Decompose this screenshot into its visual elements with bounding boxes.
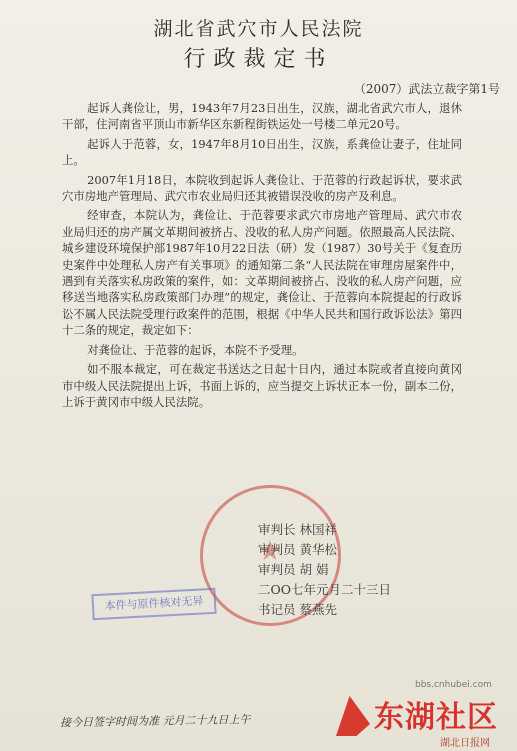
signature-block <box>258 520 458 620</box>
document-title: 行政裁定书 <box>183 47 334 72</box>
site-watermark <box>330 680 517 751</box>
appeal-paragraph: 如不服本裁定，可在裁定书送达之日起十日内，通过本院或者直接向黄冈市中级人民法院提出上诉，书面上诉的，应当提交上诉状正本一份，副本二份，上诉于黄冈市中级人民法院。 <box>62 362 462 409</box>
verification-stamp: 本件与原件核对无异 <box>91 588 216 620</box>
watermark-brand: 东湖社区 <box>374 700 498 735</box>
watermark-logo-icon <box>336 696 370 736</box>
clerk: 书记员 蔡燕先 <box>258 602 337 617</box>
presiding-judge: 审判长 林国祥 <box>258 522 337 537</box>
handwritten-note: 接今日签字时间为准 元月二十九日上午 <box>59 712 251 730</box>
plaintiff-2-paragraph: 起诉人于范蓉，女，1947年8月10日出生，汉族，系龚俭让妻子，住址同上。 <box>62 136 462 168</box>
plaintiff-1-paragraph: 起诉人龚俭让，男，1943年7月23日出生，汉族，湖北省武穴市人，退休干部，住河南省平顶山市新华区东新程街铁运处一号楼二单元20号。 <box>62 101 462 132</box>
watermark-url: bbs.cnhubei.com <box>415 680 492 690</box>
reasoning-paragraph: 经审查，本院认为，龚俭让、于范蓉要求武穴市房地产管理局、武穴市农业局归还的房产属文革期间被挤占、没收的私人房产问题。依照最高人民法院、城乡建设环境保护部1987年10月22日法（研）发（1987）30号关于《复查历史案件中处理私人房产有关事项》的通知第二条“人民法院在审理房屋案件中，遇到有关落实私房政策的案件，如：文革期间被挤占、没收的私人房产问题，应移送当地落实私房政策部门办理”的规定，龚俭让、于范蓉向本院提起的行政诉讼不属人民法院受理行政案件的范围，根据《中华人民共和国行政诉讼法》第四十二条的规定，裁定如下： <box>62 208 462 338</box>
acting-judge: 审判员 胡 娟 <box>258 562 329 577</box>
document-body <box>62 100 462 413</box>
ruling-date: 二OO七年元月二十三日 <box>258 582 391 597</box>
filing-paragraph: 2007年1月18日，本院收到起诉人龚俭让、于范蓉的行政起诉状，要求武穴市房地产管理局、武穴市农业局归还其被错误没收的房产及利息。 <box>62 172 462 204</box>
court-name: 湖北省武穴市人民法院 <box>153 18 364 40</box>
ruling-paragraph: 对龚俭让、于范蓉的起诉，本院不予受理。 <box>87 342 304 357</box>
watermark-sub: 湖北日报网 <box>440 738 490 749</box>
judge: 审判员 黄华松 <box>258 542 337 557</box>
document-number: （2007）武法立裁字第1号 <box>353 82 500 96</box>
